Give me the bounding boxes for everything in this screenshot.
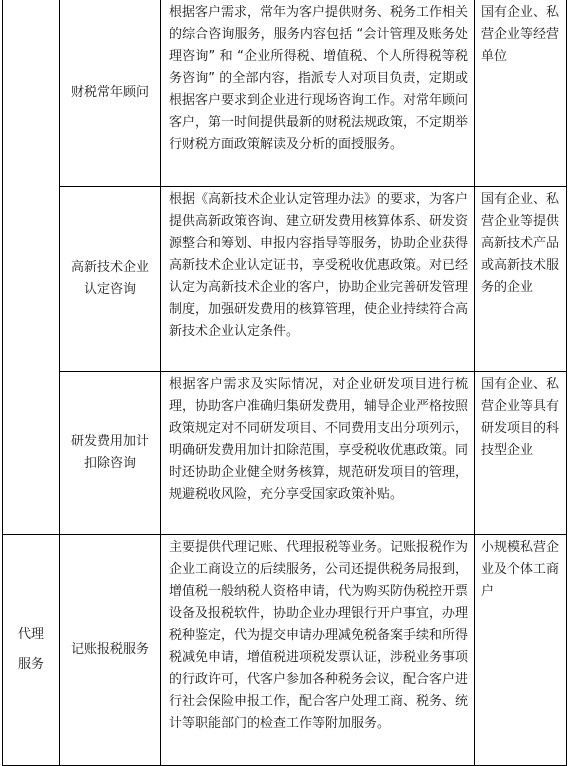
service-description: 主要提供代理记账、代理报税等业务。记账报税作为企业工商设立的后续服务，公司还提供税务局报到，增值税一般纳税人资格申请，代为购买防伪税控开票设备及报税软件，协助企业办理银行开户事宜，办理税种鉴定，代为提交申请办理减免税备案手续和所得税减免申请，增值税进项税发票认证，涉税业务事项的行政许可，代客户参加各种税务会议，配合客户进行社会保险申报工作，配合客户处理工商、税务、统计等职能部门的检查工作等附加服务。 — [169, 539, 469, 731]
table-row — [3, 0, 567, 186]
table-row — [3, 186, 567, 371]
service-name: 记账报税服务 — [70, 641, 149, 657]
client-type: 国有企业、私营企业等经营单位 — [481, 5, 560, 64]
category-cell — [3, 0, 60, 534]
service-description: 根据客户需求及实际情况，对企业研发项目进行梳理，协助客户准确归集研发费用，辅导企业严格按照政策规定对不同研发项目、不同费用支出分项列示，明确研发费用加计扣除范围，享受税收优惠政策。同时还协助企业健全财务核算，规范研发项目的管理，规避税收风险，充分享受国家政策补贴。 — [169, 376, 469, 502]
client-type-cell — [475, 371, 567, 534]
service-description-cell — [161, 371, 475, 534]
service-name-cell — [60, 0, 161, 186]
service-description: 根据客户需求，常年为客户提供财务、税务工作相关的综合咨询服务，服务内容包括 “会计管理及账务处理咨询” 和 “企业所得税、增值税、个人所得税等税务咨询” 的全部内容，指派专人对项目负责，定期或根据客户要求到企业进行现场咨询工作。对常年顾问客户，第一时间提供最新的财税法规政策，不定期举行财税方面政策解读及分析的面授服务。 — [169, 5, 469, 152]
table-row — [3, 371, 567, 534]
service-name: 研发费用加计扣除咨询 — [70, 433, 149, 471]
service-table — [2, 0, 567, 766]
category-label: 代理服务 — [17, 626, 44, 672]
service-description-cell — [161, 0, 475, 186]
category-cell — [3, 534, 60, 765]
table-row — [3, 534, 567, 765]
client-type: 小规模私营企业及个体工商户 — [481, 539, 560, 599]
service-name: 财税常年顾问 — [70, 84, 149, 100]
service-description-cell — [161, 186, 475, 371]
client-type-cell — [475, 186, 567, 371]
client-type-cell — [475, 534, 567, 765]
client-type: 国有企业、私营企业等提供高新技术产品或高新技术服务的企业 — [481, 191, 560, 295]
service-name-cell — [60, 534, 161, 765]
client-type-cell — [475, 0, 567, 186]
service-description-cell — [161, 534, 475, 765]
service-name: 高新技术企业认定咨询 — [70, 259, 149, 297]
service-name-cell — [60, 186, 161, 371]
service-name-cell — [60, 371, 161, 534]
client-type: 国有企业、私营企业等具有研发项目的科技型企业 — [481, 376, 560, 458]
service-description: 根据《高新技术企业认定管理办法》的要求，为客户提供高新政策咨询、建立研发费用核算体系、研发资源整合和筹划、申报内容指导等服务，协助企业获得高新技术企业认定证书，享受税收优惠政策。对已经认定为高新技术企业的客户，协助企业完善研发管理制度，加强研发费用的核算管理，使企业持续符合高新技术企业认定条件。 — [169, 191, 469, 339]
